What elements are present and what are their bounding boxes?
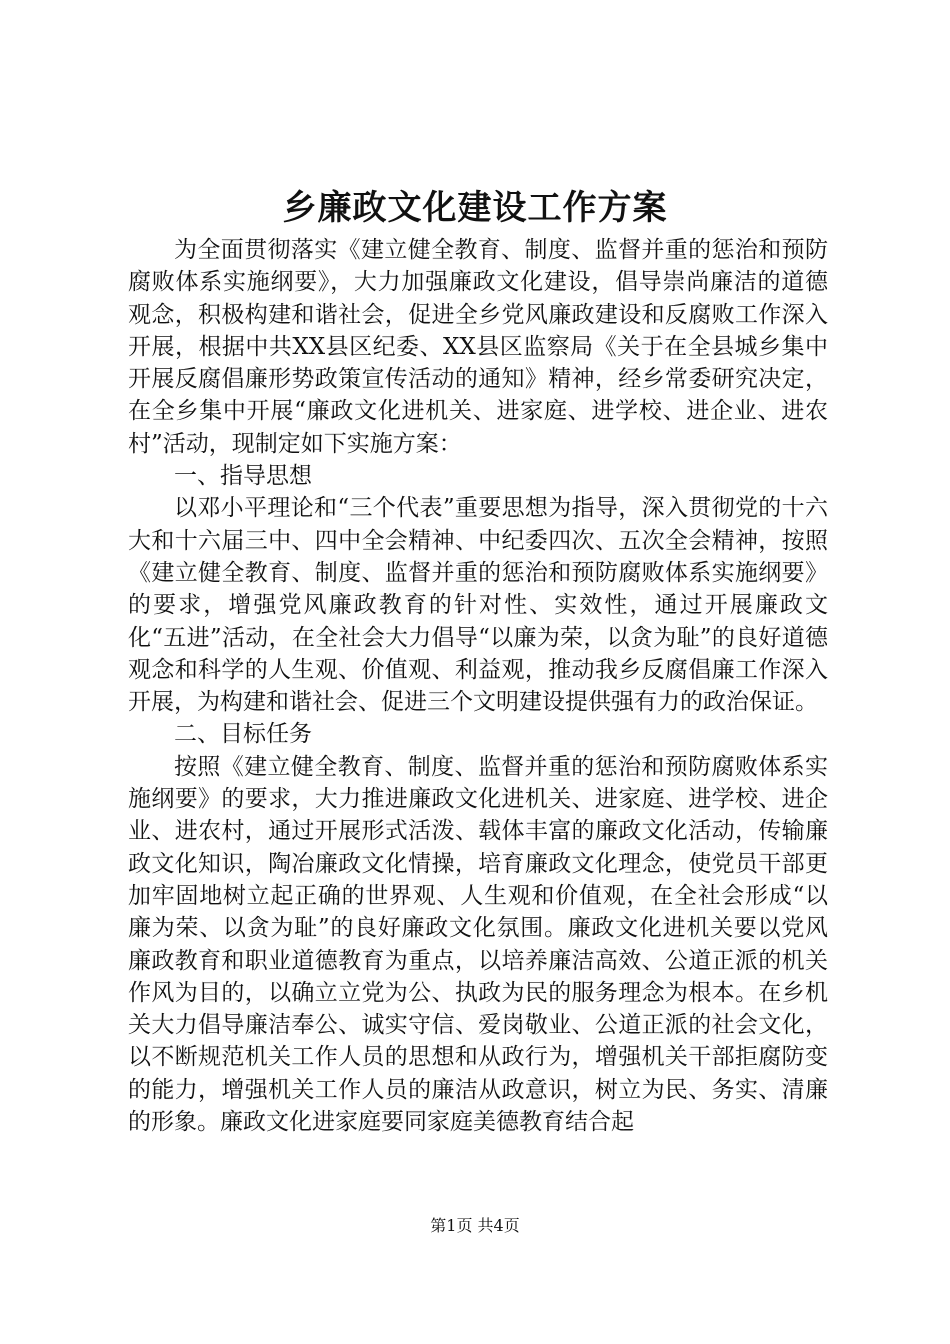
document-body xyxy=(128,234,828,1138)
heading-goals-tasks: 二、目标任务 xyxy=(174,721,312,748)
page-footer: 第1页 共4页 xyxy=(430,1216,520,1235)
paragraph-goals-tasks: 按照《建立健全教育、制度、监督并重的惩治和预防腐败体系实施纲要》的要求，大力推进廉政文化进机关、进家庭、进学校、进企业、进农村，通过开展形式活泼、载体丰富的廉政文化活动，传输廉政文化知识，陶冶廉政文化情操，培育廉政文化理念，使党员干部更加牢固地树立起正确的世界观、人生观和价值观，在全社会形成“以廉为荣、以贪为耻”的良好廉政文化氛围。廉政文化进机关要以党风廉政教育和职业道德教育为重点，以培养廉洁高效、公道正派的机关作风为目的，以确立立党为公、执政为民的服务理念为根本。在乡机关大力倡导廉洁奉公、诚实守信、爱岗敬业、公道正派的社会文化，以不断规范机关工作人员的思想和从政行为，增强机关干部拒腐防变的能力，增强机关工作人员的廉洁从政意识，树立为民、务实、清廉的形象。廉政文化进家庭要同家庭美德教育结合起 xyxy=(128,753,828,1136)
paragraph-guiding-ideology: 以邓小平理论和“三个代表”重要思想为指导，深入贯彻党的十六大和十六届三中、四中全会精神、中纪委四次、五次全会精神，按照《建立健全教育、制度、监督并重的惩治和预防腐败体系实施纲要》的要求，增强党风廉政教育的针对性、实效性，通过开展廉政文化“五进”活动，在全社会大力倡导“以廉为荣，以贪为耻”的良好道德观念和科学的人生观、价值观、利益观，推动我乡反腐倡廉工作深入开展，为构建和谐社会、促进三个文明建设提供强有力的政治保证。 xyxy=(128,495,828,716)
document-title: 乡廉政文化建设工作方案 xyxy=(282,188,668,228)
heading-guiding-ideology: 一、指导思想 xyxy=(174,463,312,490)
paragraph-intro: 为全面贯彻落实《建立健全教育、制度、监督并重的惩治和预防腐败体系实施纲要》，大力加强廉政文化建设，倡导崇尚廉洁的道德观念，积极构建和谐社会，促进全乡党风廉政建设和反腐败工作深入开展，根据中共XX县区纪委、XX县区监察局《关于在全县城乡集中开展反腐倡廉形势政策宣传活动的通知》精神，经乡常委研究决定，在全乡集中开展“廉政文化进机关、进家庭、进学校、进企业、进农村”活动，现制定如下实施方案： xyxy=(128,237,828,457)
